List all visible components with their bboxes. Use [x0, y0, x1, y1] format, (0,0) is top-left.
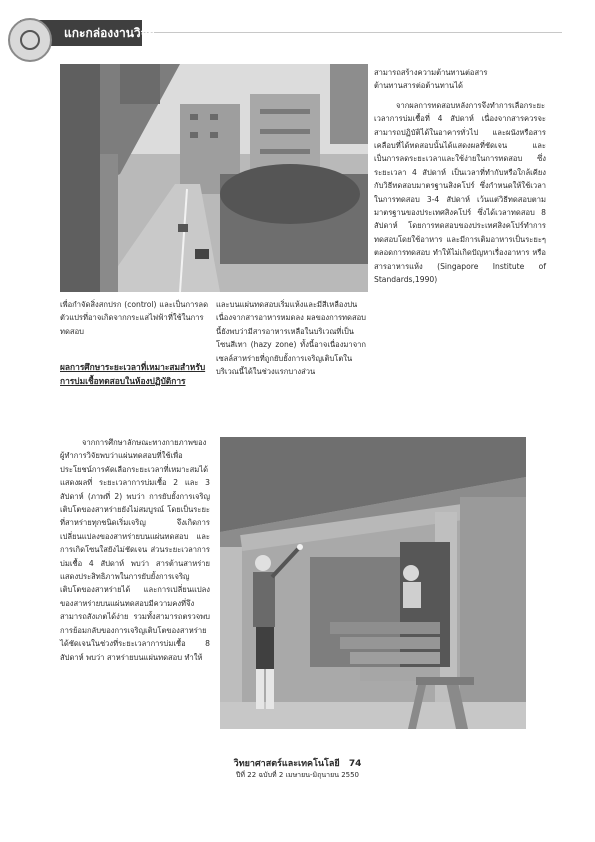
footer-magazine-line — [0, 756, 595, 770]
left-middle-column — [60, 298, 208, 394]
section-label: แกะกล่องงานวิจัย — [64, 26, 155, 40]
footer-issue: ปีที่ 22 ฉบับที่ 2 เมษายน-มิถุนายน 2550 — [235, 771, 360, 779]
left-middle-paragraph: เพื่อกำจัดสิ่งสกปรก (control) และเป็นการลดตัวแปรที่อาจเกิดจากกระแสไฟฟ้าที่ใช้ในการทดสอบ — [60, 300, 208, 336]
left-bottom-paragraph: จากการศึกษาลักษณะทางกายภาพของผู้ทำการวิจัยพบว่าแผ่นทดสอบที่ใช้เพื่อประโยชน์การคัดเลือกระยะเวลาที่เหมาะสมได้แสดงผลที่ ระยะเวลาการบ่มเชื้อ 2 และ 3 สัปดาห์ (ภาพที่ 2) พบว่า การยับยั้งการเจริญเติบโตของสาหร่ายยังไม่สมบูรณ์ โดยเป็นระยะที่สาหร่ายทุกชนิดเริ่มเจริญ จึงเกิดการเปลี่ยนแปลงของสาหร่ายบนแผ่นทดสอบ และการเกิดโซนใสยังไม่ชัดเจน ส่วนระยะเวลาการบ่มเชื้อ 4 สัปดาห์ พบว่า สารต้านสาหร่ายแสดงประสิทธิภาพในการยับยั้งการเจริญเติบโตของสาหร่ายได้ และการเปลี่ยนแปลงของสาหร่ายบนแผ่นทดสอบมีความคงที่จึงสามารถสังเกตได้ง่าย รวมทั้งสามารถตรวจพบการย้อมกลับของการเจริญเติบโตของสาหร่ายได้ชัดเจนในช่วงที่ระยะเวลาการบ่มเชื้อ 8 สัปดาห์ พบว่า สาหร่ายบนแผ่นทดสอบ ทำให้ — [60, 438, 210, 662]
page-number: 74 — [348, 759, 362, 769]
magazine-name: วิทยาศาสตร์และเทคโนโลยี — [233, 759, 340, 769]
center-middle-paragraph: และบนแผ่นทดสอบเริ่มแห้งและมีสีเหลืองปน เนื่องจากสารอาหารหมดลง ผลของการทดสอบนี้ยังพบว่ามีสารอาหารเหลือในบริเวณที่เป็นโซนสีเทา (hazy zone) ทั้งนี้อาจเนื่องมาจากเซลล์สาหร่ายที่ถูกยับยั้งการเจริญเติบโตในบริเวณนี้ได้ในช่วงแรกบางส่วน — [216, 300, 366, 377]
header-rule — [142, 32, 562, 33]
wall-painting-photo — [220, 437, 526, 729]
center-middle-column — [216, 298, 366, 384]
right-top-line-1: สามารถสร้างความต้านทานต่อสาร — [374, 68, 488, 77]
left-bottom-column — [60, 436, 210, 670]
section-header — [0, 0, 595, 62]
section-heading: ผลการศึกษาระยะเวลาที่เหมาะสมสำหรับการบ่มเชื้อทดสอบในห้องปฏิบัติการ — [60, 362, 206, 387]
right-top-paragraph: จากผลการทดสอบหลังการจึงทำการเลือกระยะเวลาการบ่มเชื้อที่ 4 สัปดาห์ เนื่องจากสารควรจะสามารถปฏิบัติได้ในอาคารทั่วไป และผนังหรือสารเคลือบที่ได้ทดสอบนั้นได้แสดงผลที่ชัดเจน และเป็นการลดระยะเวลาและใช้ง่ายในการทดสอบ ซึ่งระยะเวลา 4 สัปดาห์ เป็นเวลาที่ทำกับหรือใกล้เคียงกับวิธีทดสอบมาตรฐานสิงคโปร์ ซึ่งกำหนดให้ใช้เวลาในการทดสอบ 3-4 สัปดาห์ เว้นแต่วิธีทดสอบตามมาตรฐานของประเทศสิงคโปร์ ซึ่งได้เวลาทดสอบ 8 สัปดาห์ โดยการทดสอบของประเทศสิงคโปร์ทำการทดสอบโดยใช้อาหาร และมีการเติมอาหารเป็นระยะๆ ตลอดการทดสอบ ทำให้ไม่เกิดปัญหาเรื่องอาหาร หรือสารอาหารแห้ง (Singapore Institute of Standards,1990) — [374, 100, 546, 285]
right-top-line-2: ต้านทานสารต่อต้านทานได้ — [374, 81, 463, 91]
street-photo — [60, 64, 368, 292]
right-top-column — [374, 66, 546, 293]
section-logo-icon — [8, 18, 52, 62]
